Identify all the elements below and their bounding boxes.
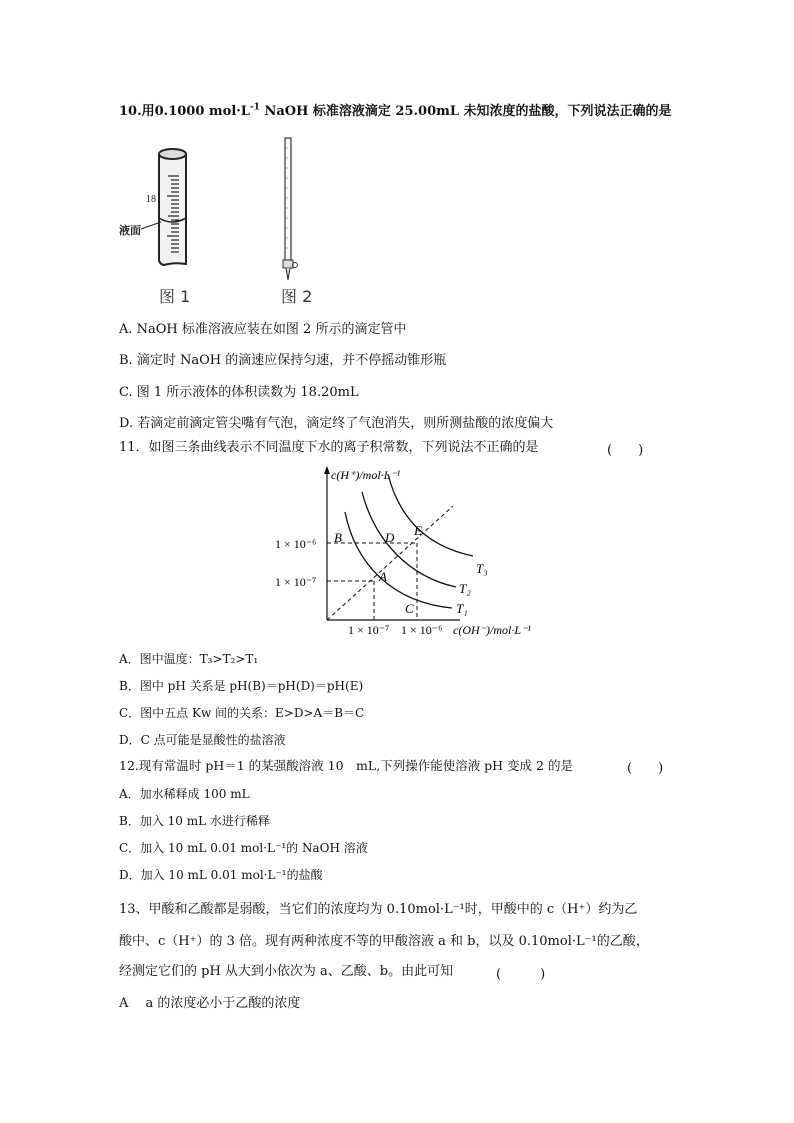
- q13-answer-paren: ( ): [496, 967, 546, 982]
- q13-line-2: 酸中、c（H⁺）的 3 倍。现有两种浓度不等的甲酸溶液 a 和 b，以及 0.10mol·L⁻¹的乙酸，: [119, 934, 649, 949]
- curve-t1: [345, 512, 452, 608]
- y-axis-arrow: [324, 466, 330, 474]
- q10-option-a: A. NaOH 标准溶液应装在如图 2 所示的滴定管中: [119, 322, 407, 337]
- q10-stem-sup: -1: [249, 102, 260, 113]
- q11-option-c: C．图中五点 Kw 间的关系：E>D>A＝B＝C: [119, 706, 365, 720]
- q10-option-b: B. 滴定时 NaOH 的滴速应保持匀速，并不停摇动锥形瓶: [119, 353, 447, 368]
- fig2-tip: [286, 268, 290, 280]
- q12-stem: 12.现有常温时 pH＝1 的某强酸溶液 10 mL,下列操作能使溶液 pH 变成 2 的是: [119, 758, 573, 773]
- q13-line-3: 经测定它们的 pH 从大到小依次为 a、乙酸、b。由此可知: [119, 964, 454, 979]
- q11-option-b: B．图中 pH 关系是 pH(B)＝pH(D)＝pH(E): [119, 679, 364, 693]
- y-axis-label: c(H⁺)/mol·L⁻¹: [331, 468, 401, 482]
- q12-option-c: C．加入 10 mL 0.01 mol·L⁻¹的 NaOH 溶液: [119, 841, 368, 855]
- fig1-tick-label: 18: [146, 194, 156, 205]
- q11-option-a: A．图中温度：T₃>T₂>T₁: [119, 652, 259, 666]
- fig2-stopcock: [283, 260, 293, 268]
- point-b-label: B: [334, 530, 342, 545]
- point-c-label: C: [405, 601, 414, 616]
- q10-stem-post: NaOH 标准溶液滴定 25.00mL 未知浓度的盐酸，下列说法正确的是: [259, 104, 672, 119]
- curve-t1-label: T₁: [456, 601, 468, 616]
- q12-option-b: B．加入 10 mL 水进行稀释: [119, 814, 270, 828]
- figure-1-burette-closeup: [119, 134, 219, 314]
- guide-lines: [327, 506, 453, 620]
- point-a-label: A: [379, 569, 387, 584]
- q11-stem: 11．如图三条曲线表示不同温度下水的离子积常数，下列说法不正确的是: [119, 440, 539, 455]
- q12-option-a: A．加水稀释成 100 mL: [119, 787, 250, 801]
- q10-option-d: D. 若滴定前滴定管尖嘴有气泡，滴定终了气泡消失，则所测盐酸的浓度偏大: [119, 416, 554, 431]
- fig1-tube-top: [159, 149, 186, 159]
- curve-t2-label: T₂: [459, 581, 471, 596]
- q11-kw-graph: [270, 462, 560, 642]
- fig2-tube: [285, 138, 291, 260]
- q10-stem: [119, 103, 672, 121]
- q13-line-1: 13、甲酸和乙酸都是弱酸，当它们的浓度均为 0.10mol·L⁻¹时，甲酸中的 c（H⁺）约为乙: [119, 902, 638, 917]
- point-d-label: D: [385, 530, 395, 545]
- x-tick-1e-7: 1 × 10⁻⁷: [348, 623, 390, 637]
- figure-2-burette: [268, 134, 328, 314]
- x-tick-1e-6: 1 × 10⁻⁶: [401, 623, 443, 637]
- q12-option-d: D．加入 10 mL 0.01 mol·L⁻¹的盐酸: [119, 868, 323, 882]
- y-tick-1e-7: 1 × 10⁻⁷: [275, 575, 317, 589]
- q10-stem-pre: 10.用0.1000 mol·L: [119, 104, 250, 119]
- q13-option-a: A a 的浓度必小于乙酸的浓度: [119, 996, 301, 1011]
- point-e-label: E: [414, 523, 422, 538]
- q11-answer-paren: ( ): [607, 443, 644, 458]
- fig1-caption: 图 1: [159, 287, 191, 306]
- curve-t3: [388, 474, 473, 556]
- q11-option-d: D．C 点可能是显酸性的盐溶液: [119, 733, 286, 747]
- q10-option-c: C. 图 1 所示液体的体积读数为 18.20mL: [119, 385, 359, 400]
- q12-answer-paren: ( ): [627, 761, 664, 776]
- y-tick-1e-6: 1 × 10⁻⁶: [275, 537, 317, 551]
- x-axis-label: c(OH⁻)/mol·L⁻¹: [453, 623, 531, 637]
- fig2-caption: 图 2: [281, 287, 313, 306]
- curve-t3-label: T₃: [476, 561, 488, 576]
- fig1-surface-label: 液面: [119, 225, 141, 237]
